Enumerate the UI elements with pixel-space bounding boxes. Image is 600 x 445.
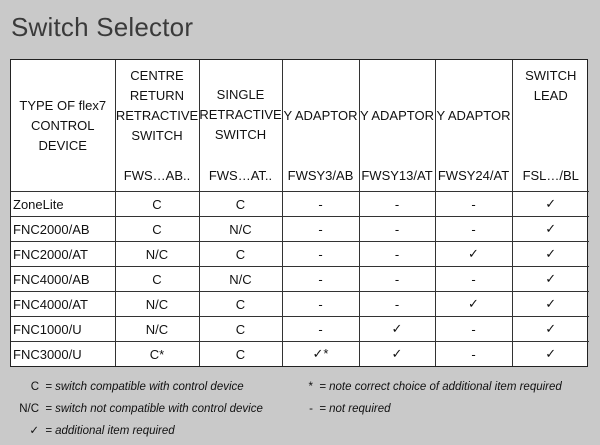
table-cell: C* xyxy=(115,342,199,367)
legend-right xyxy=(303,376,562,420)
legend-key: C xyxy=(30,381,39,393)
header-y-adaptor-24 xyxy=(435,60,512,192)
table-cell: C xyxy=(199,192,282,217)
legend-item xyxy=(15,398,263,420)
header-centre-return-switch xyxy=(115,60,199,192)
device-cell: FNC1000/U xyxy=(11,317,115,342)
table-row xyxy=(11,217,589,242)
table-cell: - xyxy=(282,292,359,317)
legend-text: = not required xyxy=(319,403,391,415)
table-cell: - xyxy=(282,192,359,217)
device-cell: FNC3000/U xyxy=(11,342,115,367)
table-cell: - xyxy=(435,267,512,292)
header-code: FWSY3/AB xyxy=(287,168,354,183)
table-row xyxy=(11,192,589,217)
table-cell: N/C xyxy=(199,217,282,242)
header-code: FWS…AB.. xyxy=(123,168,191,183)
table-cell: - xyxy=(435,342,512,367)
table-cell: C xyxy=(115,217,199,242)
table-cell: N/C xyxy=(115,292,199,317)
table-cell: C xyxy=(199,342,282,367)
table-cell: C xyxy=(115,267,199,292)
legend-text: = additional item required xyxy=(45,425,175,437)
legend-text: = note correct choice of additional item required xyxy=(319,381,562,393)
page-title: Switch Selector xyxy=(11,12,194,42)
table-cell: ✓ xyxy=(512,192,589,217)
table-cell: - xyxy=(435,192,512,217)
switch-selector-table xyxy=(10,59,588,367)
header-switch-lead xyxy=(512,60,589,192)
table-cell: - xyxy=(435,217,512,242)
header-title: Y ADAPTOR xyxy=(436,108,511,123)
table-cell: N/C xyxy=(115,242,199,267)
header-device-type xyxy=(11,60,115,192)
selector-grid xyxy=(11,60,589,366)
table-cell: - xyxy=(359,292,435,317)
table-cell: ✓ xyxy=(512,292,589,317)
header-title: Y ADAPTOR xyxy=(360,108,434,123)
table-cell: ✓ xyxy=(359,317,435,342)
table-cell: - xyxy=(435,317,512,342)
device-cell: ZoneLite xyxy=(11,192,115,217)
table-cell: - xyxy=(359,267,435,292)
table-cell: C xyxy=(199,292,282,317)
header-y-adaptor-3 xyxy=(282,60,359,192)
legend-key: * xyxy=(308,381,313,393)
legend-item xyxy=(303,376,562,398)
device-cell: FNC2000/AB xyxy=(11,217,115,242)
table-cell: ✓ xyxy=(512,317,589,342)
header-title: SWITCH LEAD xyxy=(525,68,577,103)
table-cell: ✓ xyxy=(512,342,589,367)
legend-item xyxy=(15,420,263,442)
device-cell: FNC4000/AB xyxy=(11,267,115,292)
table-cell: ✓ xyxy=(435,242,512,267)
header-code: FWS…AT.. xyxy=(208,168,273,183)
legend-text: = switch not compatible with control device xyxy=(45,403,263,415)
table-cell: ✓ xyxy=(512,242,589,267)
device-cell: FNC4000/AT xyxy=(11,292,115,317)
header-row xyxy=(11,60,589,192)
legend-key: N/C xyxy=(19,403,39,415)
header-code: FWSY24/AT xyxy=(437,168,510,183)
header-single-retractive-switch xyxy=(199,60,282,192)
header-title: Y ADAPTOR xyxy=(283,108,358,123)
header-y-adaptor-13 xyxy=(359,60,435,192)
table-cell: - xyxy=(282,242,359,267)
header-code: FSL…/BL xyxy=(522,168,579,183)
device-cell: FNC2000/AT xyxy=(11,242,115,267)
header-code: FWSY13/AT xyxy=(361,168,433,183)
table-cell: - xyxy=(359,217,435,242)
table-row xyxy=(11,242,589,267)
legend-item xyxy=(15,376,263,398)
table-row xyxy=(11,292,589,317)
table-row xyxy=(11,267,589,292)
table-row xyxy=(11,317,589,342)
table-cell: C xyxy=(115,192,199,217)
header-title: CENTRE RETURN RETRACTIVE SWITCH xyxy=(115,68,199,143)
table-row xyxy=(11,342,589,367)
table-cell: ✓ xyxy=(512,267,589,292)
legend-key: - xyxy=(309,403,313,415)
table-cell: ✓ xyxy=(359,342,435,367)
table-cell: C xyxy=(199,242,282,267)
table-cell: - xyxy=(282,217,359,242)
header-title: TYPE OF flex7 CONTROL DEVICE xyxy=(19,97,107,153)
table-cell: - xyxy=(359,192,435,217)
legend-text: = switch compatible with control device xyxy=(45,381,244,393)
table-cell: N/C xyxy=(115,317,199,342)
table-cell: C xyxy=(199,317,282,342)
table-cell: - xyxy=(282,267,359,292)
table-cell: ✓* xyxy=(282,342,359,367)
legend-item xyxy=(303,398,562,420)
legend-key: ✓ xyxy=(29,425,39,437)
header-title: SINGLE RETRACTIVE SWITCH xyxy=(199,87,282,142)
table-cell: ✓ xyxy=(512,217,589,242)
table-cell: - xyxy=(359,242,435,267)
table-cell: N/C xyxy=(199,267,282,292)
table-cell: ✓ xyxy=(435,292,512,317)
legend-left xyxy=(15,376,263,442)
table-cell: - xyxy=(282,317,359,342)
